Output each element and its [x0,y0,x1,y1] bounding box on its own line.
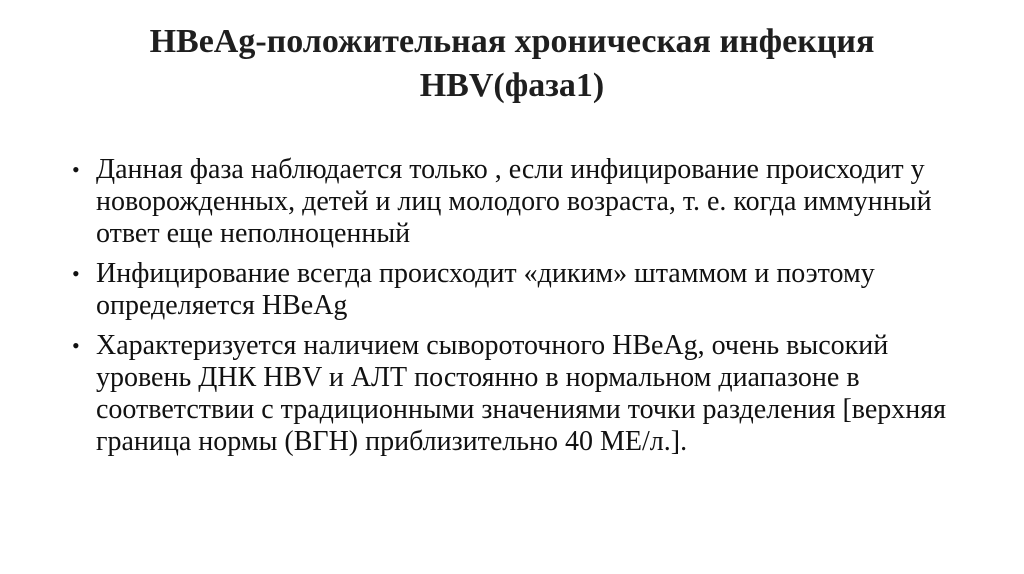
bullet-text: Данная фаза наблюдается только , если инфицирование происходит у новорожденных, детей и лиц молодого возраста, т. е. когда иммунный ответ еще неполноценный [96,154,932,249]
bullet-list [72,154,972,466]
bullet-text: Инфицирование всегда происходит «диким» штаммом и поэтому определяется HBeAg [96,258,875,321]
bullet-item [72,154,972,250]
bullet-dot-icon: • [72,261,80,286]
slide-title-line-1: HBeAg-положительная хроническая инфекция [149,23,875,60]
bullet-dot-icon: • [72,333,80,358]
bullet-text: Характеризуется наличием сывороточного HBeAg, очень высокий уровень ДНК HBV и АЛТ постоянно в нормальном диапазоне в соответствии с традиционными значениями точки разделения [верхняя граница нормы (ВГН) приблизительно 40 МЕ/л.]. [96,330,947,457]
slide-title [60,20,964,108]
bullet-item [72,258,972,322]
bullet-item [72,330,972,458]
bullet-dot-icon: • [72,157,80,182]
slide-title-line-2: HBV(фаза1) [419,67,605,104]
